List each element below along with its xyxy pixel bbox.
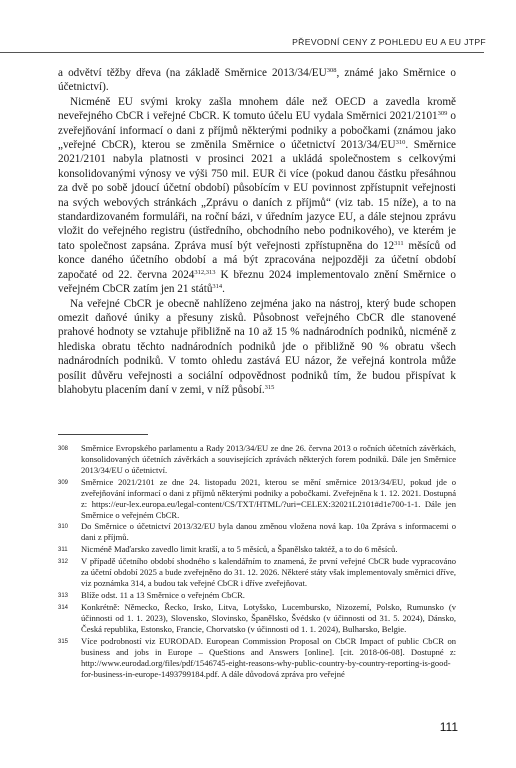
footnote-number: 312 xyxy=(58,559,69,565)
page-number: 111 xyxy=(439,720,458,734)
footnote-text: Do Směrnice o účetnictví 2013/32/EU byla danou změnou vložena nová kap. 10a Zpráva s informacemi o dani z příjmů. xyxy=(81,521,456,542)
footnote-number: 314 xyxy=(58,605,69,611)
footnote-text: V případě účetního období shodného s kalendářním to znamená, že první veřejné CbCR bude vypracováno za účetní období 2025 a bude zveřejněno do 31. 12. 2026. Některé státy však implementovaly směrnici dříve, viz poznámka 314, a budou tak veřejné CbCR i dříve zveřejňovat. xyxy=(81,556,456,588)
footnote-text: Blíže odst. 11 a 13 Směrnice o veřejném CbCR. xyxy=(81,589,245,600)
paragraph-1: a odvětví těžby dřeva (na základě Směrnice 2013/34/EU$^{308}$, známé jako Směrnice o účetnictví). xyxy=(58,67,457,94)
running-title: PŘEVODNÍ CENY Z POHLEDU EU A EU JTPF xyxy=(292,37,486,47)
footnote-text: Nicméně Maďarsko zavedlo limit kratší, a to 5 měsíců, a Španělsko taktéž, a to do 6 měsíců. xyxy=(81,543,398,554)
footnote-separator xyxy=(58,434,148,435)
footnote-ref-311[interactable]: 311 xyxy=(394,239,404,247)
footnote-309 xyxy=(58,477,456,521)
footnote-ref-309[interactable]: 309 xyxy=(437,110,448,118)
footnote-ref-314[interactable]: 314 xyxy=(212,283,223,291)
footnote-number: 313 xyxy=(58,592,69,599)
footnote-315 xyxy=(58,636,456,680)
footnote-314 xyxy=(58,602,456,635)
paragraph-3: Na veřejné CbCR je obecně nahlíženo zejména jako na nástroj, který bude schopen omezit daňové úniky a přesuny zisků. Působnost veřejného CbCR dle stanovené prahové hodnoty se vztahuje přibližně na 10 až 15 % nadnárodních podniků, nicméně z hlediska obratu těchto nadnárodních podniků jde o přibližně 90 % obratu všech nadnárodních podniků. V tomto ohledu zastává EU názor, že veřejná kontrola může posílit důvěru veřejnosti a sociální odpovědnost podniků tím, že budou přispívat k blahobytu placením daní v zemi, v níž působí.$^{315}$ xyxy=(58,297,456,396)
footnote-number: 310 xyxy=(58,524,69,530)
footnote-text: Více podrobností viz EURODAD. European Commission Proposal on CbCR Impact of public CbCR on business and jobs in Europe – QueStions and Answers [online]. [cit. 2018-06-08]. Dostupné z: http://www.eurodad.org/files/pdf/1546745-eight-reasons-why-public-country-by-country-reporting-is-good-for-business-in-europe-1493799184.pdf. A dále důvodová zpráva pro veřejné xyxy=(81,635,456,679)
footnote-311 xyxy=(58,544,456,556)
footnote-308 xyxy=(58,443,456,476)
footnote-312 xyxy=(58,556,456,589)
footnote-number: 309 xyxy=(58,479,69,486)
footnote-310 xyxy=(58,521,456,543)
footnote-number: 315 xyxy=(58,638,69,645)
paragraph-2: Nicméně EU svými kroky zašla mnohem dále než OECD a zavedla kromě neveřejného CbCR i veřejné CbCR. K tomuto účelu EU vydala Směrnici 2021/2101$^{309}$ o zveřejňování informací o dani z příjmů některými podniky a pobočkami (známou jako „veřejné CbCR), kterou se změnila Směrnice o účetnictví 2013/34/EU$^{310}$. Směrnice 2021/2101 nabyla platnosti v prosinci 2021 a ukládá společnostem s celkovými konsolidovanými výnosy ve výši 750 mil. EUR či více (pokud danou částku přesáhnou za dvě po sobě jdoucí účetní období) působícím v EU povinnost zpřístupnit veřejnosti na svých webových stránkách „Zprávu o daních z příjmů“ (viz tab. 15 níže), a to na standardizovaném formuláři, na roční bázi, v úředním jazyce EU, a dále stejnou zprávu vložit do veřejného registru (ústředního, obchodního nebo podnikového), ve kterém je tato společnost zapsána. Zpráva musí být veřejnosti zpřístupněna do $12^{311}$ měsíců od konce daného účetního období a má být zpracována nejpozději za účetní období započaté od 22. června 2024$^{312,313}$ K březnu 2024 implementovalo znění Směrnice o veřejném CbCR zatím jen 21 států$^{314}$. xyxy=(58,95,457,296)
footnote-ref-308[interactable]: 308 xyxy=(326,67,337,74)
footnote-ref-312-313[interactable]: 312,313 xyxy=(194,268,216,276)
footnote-number: 308 xyxy=(58,446,69,452)
footnote-text: Směrnice Evropského parlamentu a Rady 2013/34/EU ze dne 26. června 2013 o ročních účetních závěrkách, konsolidovaných účetních závěrkách a souvisejících zprávách některých forem podniků. Dále jen Směrnice 2013/34/EU o účetnictví. xyxy=(81,443,456,475)
footnote-text: Konkrétně: Německo, Řecko, Irsko, Litva, Lotyšsko, Lucembursko, Nizozemí, Polsko, Rumunsko (v účinnosti od 1. 1. 2023), Slovensko, Slovinsko, Španělsko, Švédsko (v účinnosti od 31. 5. 2024), Dánsko, Česká republika, Estonsko, Francie, Chorvatsko (v účinnosti od 1. 1. 2024), Bulharsko, Belgie. xyxy=(81,602,456,634)
footnote-number: 311 xyxy=(58,546,68,553)
main-text xyxy=(58,66,456,397)
header-rule xyxy=(0,52,484,53)
footnote-ref-310[interactable]: 310 xyxy=(395,139,406,147)
running-head xyxy=(0,0,516,62)
footnote-ref-315[interactable]: 315 xyxy=(264,383,275,391)
footnotes xyxy=(58,443,456,680)
footnote-text: Směrnice 2021/2101 ze dne 24. listopadu 2021, kterou se mění směrnice 2013/34/EU, pokud jde o zveřejňování informací o dani z příjmů některými podniky a pobočkami. Zveřejněna k 1. 12. 2021. Dostupná z: https://eur-lex.europa.eu/legal-content/CS/TXT/HTML/?uri=CELEX:32021L2101#d1e700-1-1. Dále jen Směrnice o veřejném CbCR. xyxy=(81,476,456,520)
footnote-313 xyxy=(58,590,456,602)
